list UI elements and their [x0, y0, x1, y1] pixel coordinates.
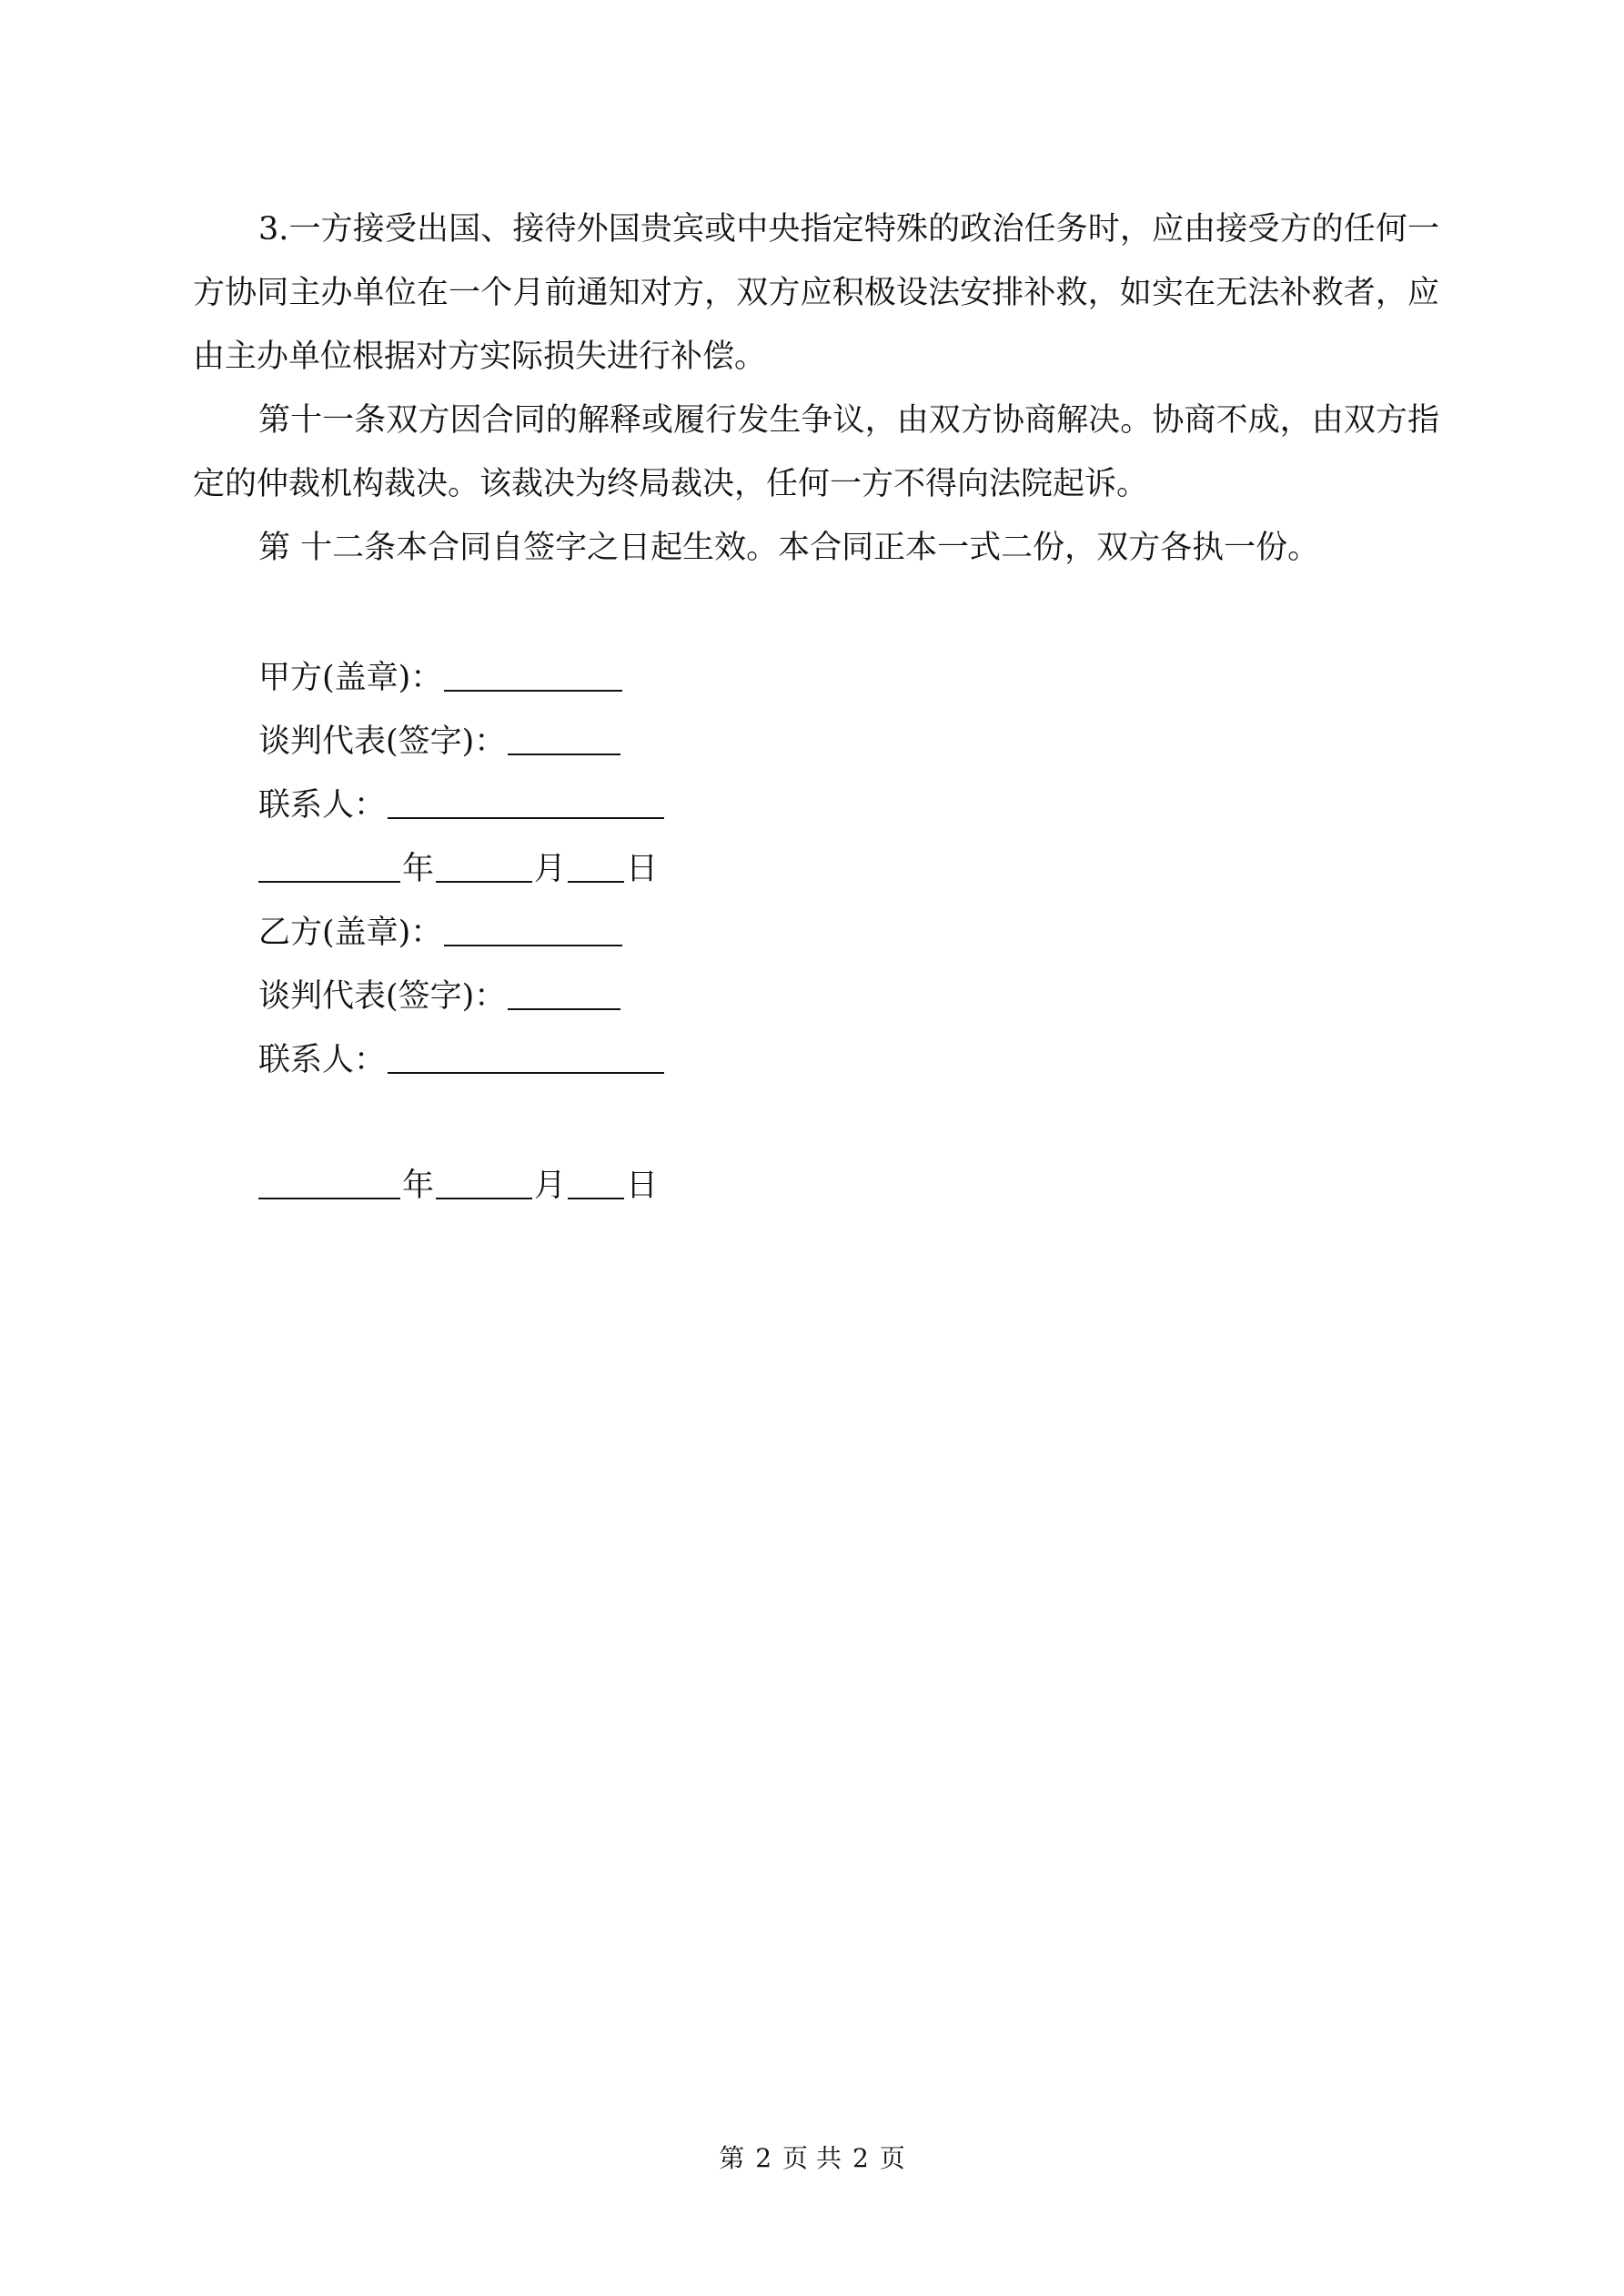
- party-a-day-label: 日: [626, 851, 659, 887]
- party-a-seal-label: 甲方(盖章)：: [258, 660, 443, 696]
- party-b-seal-label: 乙方(盖章)：: [258, 915, 443, 951]
- party-b-seal-line: [258, 901, 624, 965]
- party-a-seal-line: [258, 646, 624, 710]
- party-b-rep-blank: [508, 970, 620, 1010]
- party-b-contact-blank: [388, 1034, 664, 1074]
- party-b-day-label: 日: [626, 1168, 659, 1204]
- party-a-rep-label: 谈判代表(签字)：: [258, 723, 507, 760]
- party-a-contact-line: [258, 774, 666, 837]
- clause-paragraph-effective: 第 十二条本合同自签字之日起生效。本合同正本一式二份，双方各执一份。: [258, 530, 1320, 566]
- party-a-month-label: 月: [534, 851, 567, 887]
- clause-paragraph-dispute: 第十一条双方因合同的解释或履行发生争议，由双方协商解决。协商不成，由双方指定的仲裁机构裁决。该裁决为终局裁决，任何一方不得向法院起诉。: [193, 402, 1439, 502]
- party-a-contact-blank: [388, 779, 664, 819]
- clause-paragraph-force-majeure: 3.一方接受出国、接待外国贵宾或中央指定特殊的政治任务时，应由接受方的任何一方协同主办单位在一个月前通知对方，双方应积极设法安排补救，如实在无法补救者，应由主办单位根据对方实际损失进行补偿。: [193, 211, 1439, 375]
- party-b-contact-label: 联系人：: [258, 1042, 387, 1078]
- party-a-month-blank: [436, 843, 532, 883]
- party-a-date-line: [258, 837, 658, 901]
- footer-mid: 页 共: [782, 2143, 842, 2173]
- party-b-date-line: [258, 1154, 658, 1218]
- party-b-month-label: 月: [534, 1168, 567, 1204]
- party-a-rep-line: [258, 710, 622, 774]
- page-footer: [0, 2140, 1624, 2177]
- party-b-rep-line: [258, 965, 622, 1028]
- party-a-rep-blank: [508, 715, 620, 755]
- party-b-contact-line: [258, 1028, 666, 1092]
- footer-suffix: 页: [879, 2143, 905, 2173]
- party-b-year-blank: [258, 1159, 400, 1199]
- footer-prefix: 第: [719, 2143, 745, 2173]
- party-a-year-blank: [258, 843, 400, 883]
- party-b-day-blank: [568, 1159, 624, 1199]
- party-a-day-blank: [568, 843, 624, 883]
- footer-total-pages: 2: [852, 2143, 869, 2173]
- party-a-contact-label: 联系人：: [258, 787, 387, 824]
- party-a-seal-blank: [444, 652, 622, 692]
- party-a-year-label: 年: [402, 851, 435, 887]
- party-b-seal-blank: [444, 906, 622, 946]
- party-b-month-blank: [436, 1159, 532, 1199]
- footer-page-number: 2: [755, 2143, 772, 2173]
- party-b-year-label: 年: [402, 1168, 435, 1204]
- party-b-rep-label: 谈判代表(签字)：: [258, 978, 507, 1015]
